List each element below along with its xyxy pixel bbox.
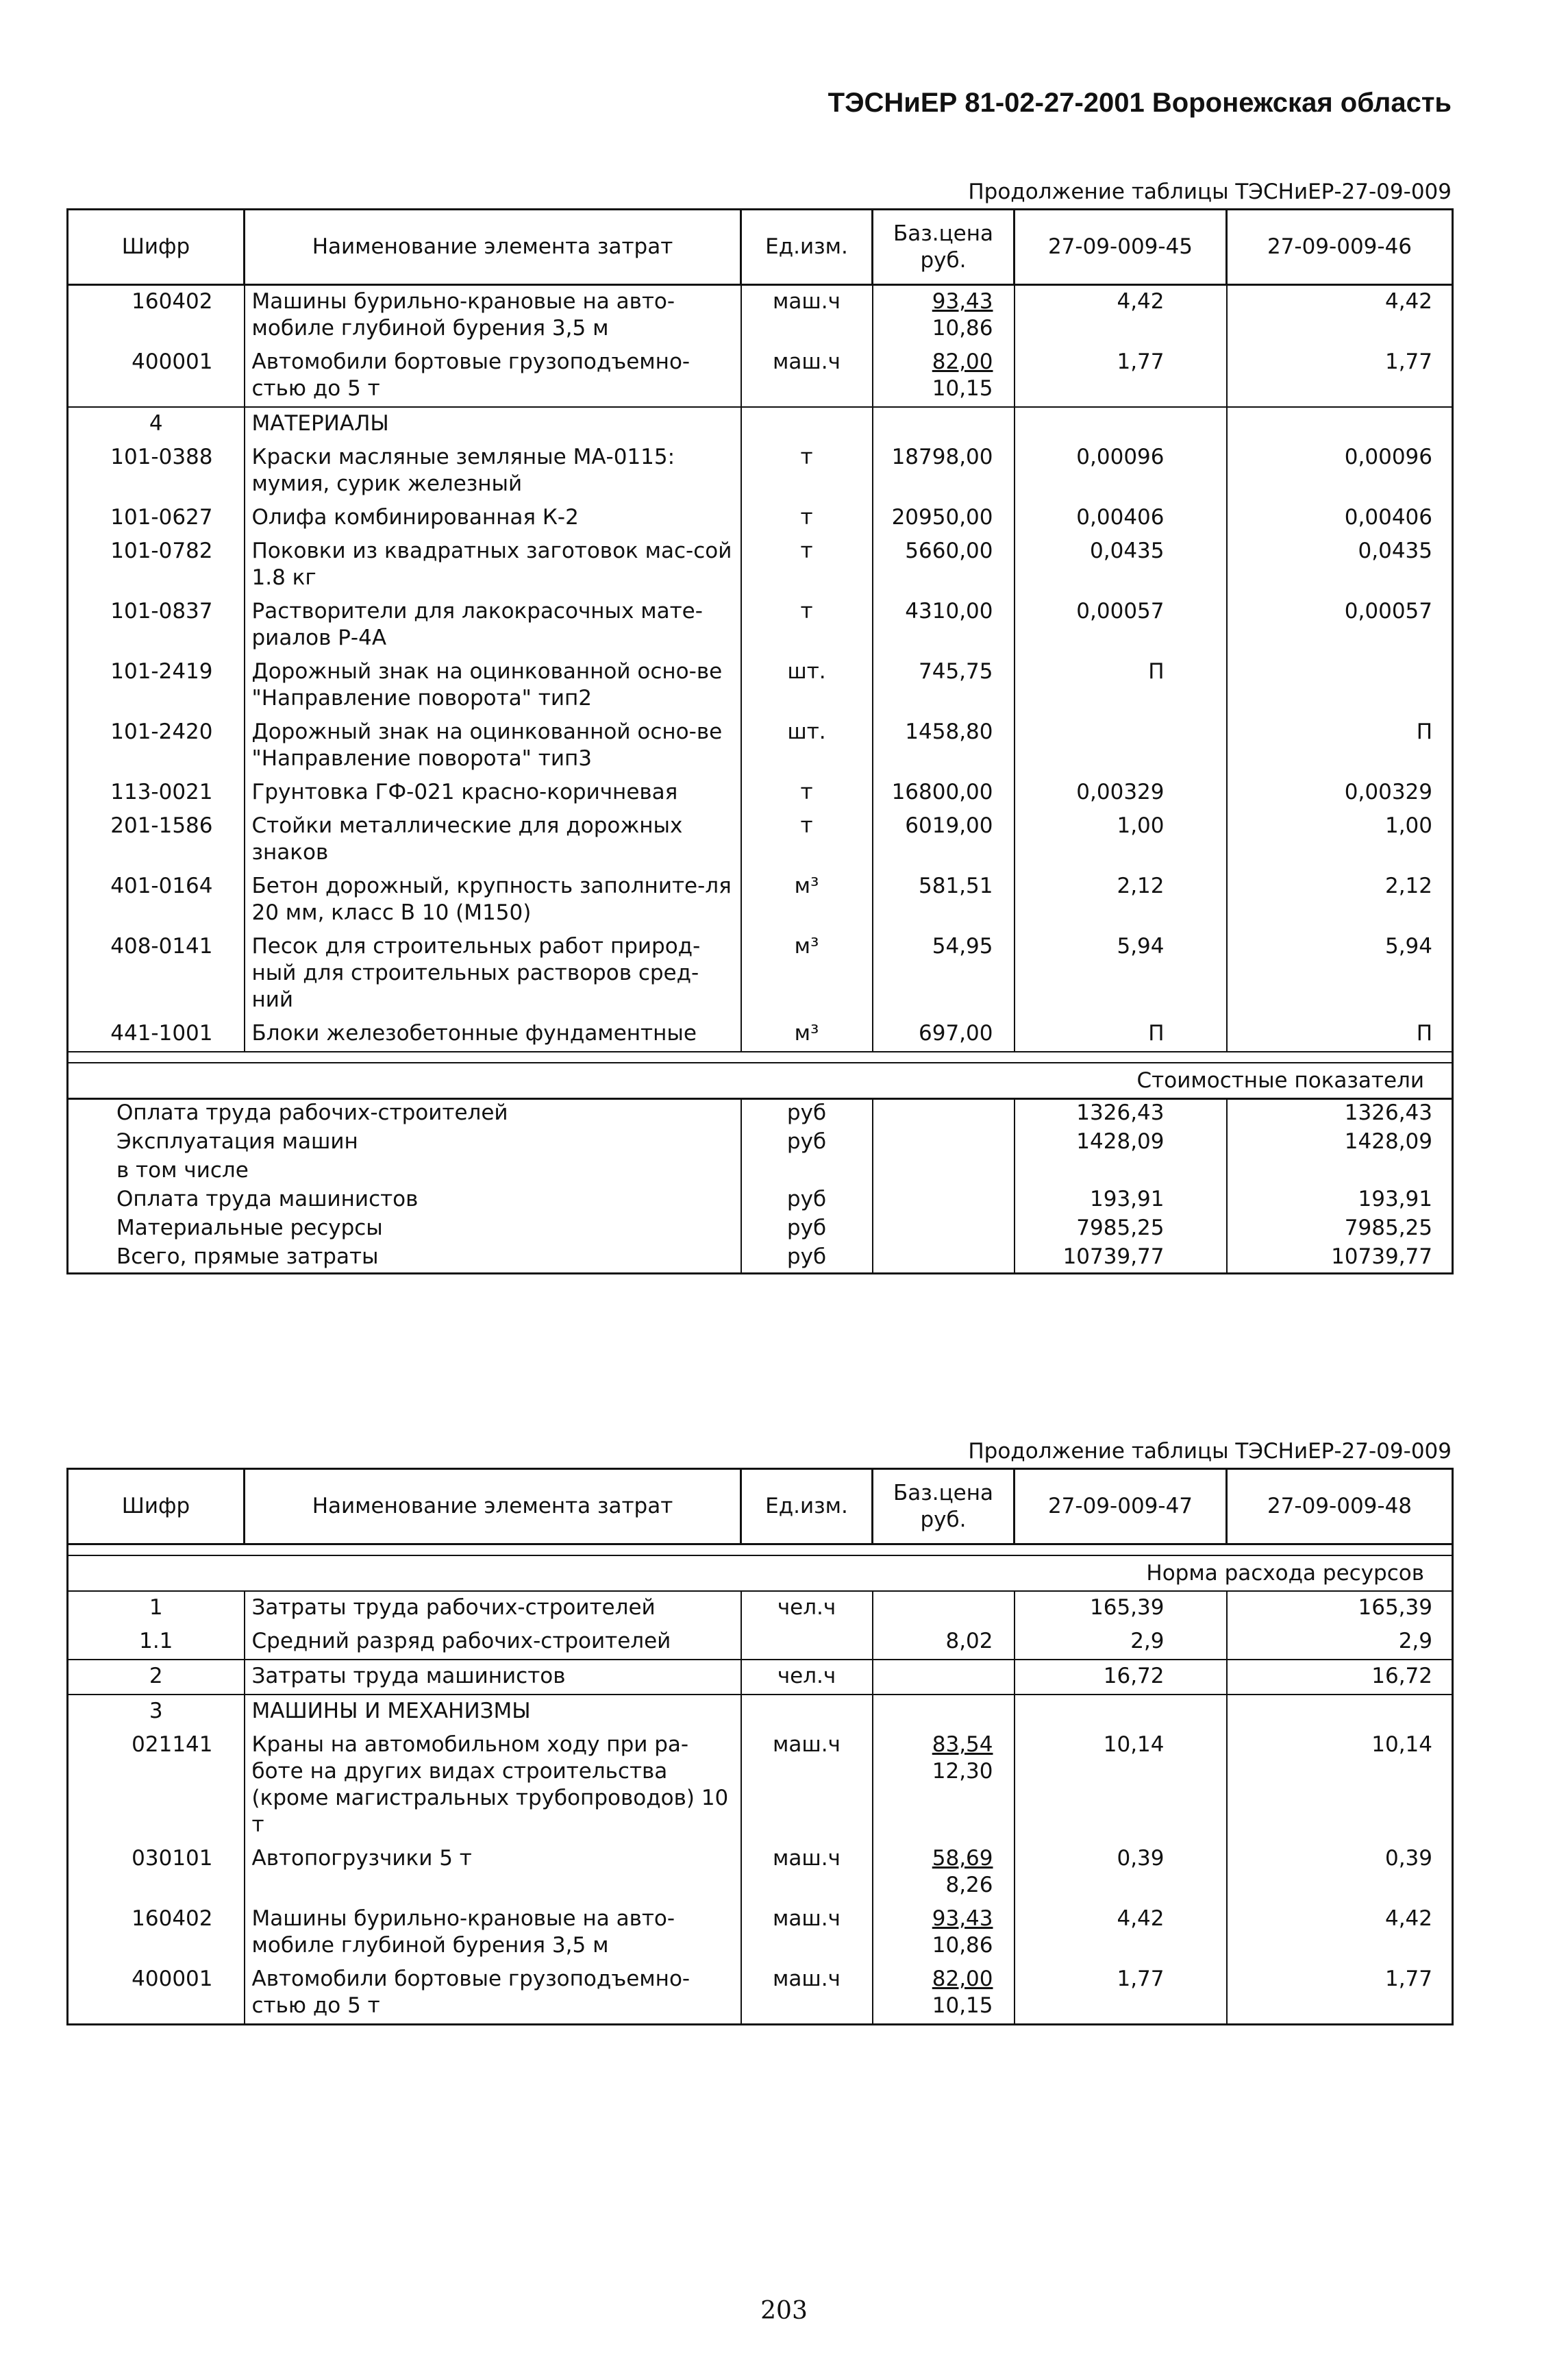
table-row: [68, 285, 1453, 347]
row-unit: м³: [741, 1018, 873, 1052]
row-price: 697,00: [873, 1018, 1015, 1052]
row-name: Машины бурильно-крановые на авто-мобиле глубиной бурения 3,5 м: [245, 285, 741, 347]
row-price: [873, 1843, 1015, 1903]
row-code: 201-1586: [68, 810, 245, 870]
empty-cell: [873, 407, 1015, 441]
norm-label: Норма расхода ресурсов: [68, 1555, 1453, 1591]
row-value-2: 4,42: [1227, 285, 1453, 347]
row-name: Автомобили бортовые грузоподъемно-стью до 5 т: [245, 346, 741, 407]
row-name: Растворители для лакокрасочных мате-риалов Р-4А: [245, 595, 741, 656]
row-value-1: 16,72: [1015, 1660, 1227, 1695]
row-value-1: П: [1015, 1018, 1227, 1052]
summary-unit: руб: [741, 1215, 873, 1244]
table-row: [68, 1729, 1453, 1843]
spacer-cell: [68, 1544, 1453, 1556]
row-unit: маш.ч: [741, 346, 873, 407]
row-name: Затраты труда машинистов: [245, 1660, 741, 1695]
row-name: Автомобили бортовые грузоподъемно-стью до 5 т: [245, 1963, 741, 2025]
table-row: [68, 716, 1453, 776]
col-header-name: Наименование элемента затрат: [245, 1469, 741, 1544]
cost-indicators-label: Стоимостные показатели: [68, 1063, 1453, 1099]
row-price: [873, 1963, 1015, 2025]
price-base: 82,00: [932, 349, 993, 374]
row-code: 160402: [68, 1903, 245, 1963]
row-price: 8,02: [873, 1625, 1015, 1660]
summary-value-2: [1227, 1157, 1453, 1186]
row-value-2: 0,00057: [1227, 595, 1453, 656]
row-code: 101-0388: [68, 441, 245, 502]
row-value-1: [1015, 716, 1227, 776]
row-name: Олифа комбинированная К-2: [245, 502, 741, 535]
row-value-1: 10,14: [1015, 1729, 1227, 1843]
row-name: Затраты труда рабочих-строителей: [245, 1591, 741, 1625]
summary-label: Всего, прямые затраты: [68, 1244, 741, 1274]
row-name: Дорожный знак на оцинкованной осно-ве "Направление поворота" тип2: [245, 656, 741, 716]
row-name: Поковки из квадратных заготовок мас-сой 1.8 кг: [245, 535, 741, 595]
row-code: 400001: [68, 1963, 245, 2025]
row-unit: шт.: [741, 656, 873, 716]
summary-row: [68, 1099, 1453, 1129]
row-value-2: 2,12: [1227, 870, 1453, 931]
col-header-price: Баз.цена руб.: [873, 1469, 1015, 1544]
row-name: Автопогрузчики 5 т: [245, 1843, 741, 1903]
summary-value-2: 7985,25: [1227, 1215, 1453, 1244]
summary-label: Оплата труда машинистов: [68, 1186, 741, 1215]
table2-caption: Продолжение таблицы ТЭСНиЕР-27-09-009: [968, 1439, 1452, 1464]
table-row: [68, 346, 1453, 407]
spacer-row: [68, 1544, 1453, 1556]
col-header-name: Наименование элемента затрат: [245, 210, 741, 285]
row-price: 18798,00: [873, 441, 1015, 502]
col-header-code: Шифр: [68, 210, 245, 285]
row-unit: т: [741, 441, 873, 502]
price-base: 58,69: [932, 1846, 993, 1871]
row-unit: т: [741, 810, 873, 870]
summary-price: [873, 1157, 1015, 1186]
row-value-1: 5,94: [1015, 931, 1227, 1018]
row-price: [873, 1729, 1015, 1843]
row-unit: маш.ч: [741, 285, 873, 347]
row-value-2: 165,39: [1227, 1591, 1453, 1625]
table-row: [68, 1625, 1453, 1660]
row-code: 441-1001: [68, 1018, 245, 1052]
row-price: [873, 1660, 1015, 1695]
table-row: [68, 1903, 1453, 1963]
empty-cell: [741, 407, 873, 441]
row-value-2: 0,00329: [1227, 776, 1453, 810]
row-unit: маш.ч: [741, 1843, 873, 1903]
row-price: 6019,00: [873, 810, 1015, 870]
table-row: [68, 931, 1453, 1018]
section-row: [68, 1695, 1453, 1729]
row-value-1: 0,00329: [1015, 776, 1227, 810]
summary-value-1: 1428,09: [1015, 1129, 1227, 1157]
col-header-v2: 27-09-009-48: [1227, 1469, 1453, 1544]
row-code: 401-0164: [68, 870, 245, 931]
price-wage: 12,30: [932, 1759, 993, 1784]
summary-value-1: [1015, 1157, 1227, 1186]
summary-unit: [741, 1157, 873, 1186]
spacer-cell: [68, 1052, 1453, 1063]
row-price: 1458,80: [873, 716, 1015, 776]
row-code: 400001: [68, 346, 245, 407]
summary-value-2: 1326,43: [1227, 1099, 1453, 1129]
row-value-2: 0,0435: [1227, 535, 1453, 595]
row-unit: чел.ч: [741, 1591, 873, 1625]
row-value-1: 0,00096: [1015, 441, 1227, 502]
row-value-1: 0,00406: [1015, 502, 1227, 535]
row-price: 745,75: [873, 656, 1015, 716]
table-row: [68, 776, 1453, 810]
row-code: 408-0141: [68, 931, 245, 1018]
row-unit: т: [741, 535, 873, 595]
summary-value-1: 10739,77: [1015, 1244, 1227, 1274]
row-value-1: 4,42: [1015, 1903, 1227, 1963]
row-unit: т: [741, 595, 873, 656]
row-code: 1: [68, 1591, 245, 1625]
section-name: МАТЕРИАЛЫ: [245, 407, 741, 441]
summary-value-1: 193,91: [1015, 1186, 1227, 1215]
summary-label: Оплата труда рабочих-строителей: [68, 1099, 741, 1129]
col-header-v1: 27-09-009-45: [1015, 210, 1227, 285]
row-code: 113-0021: [68, 776, 245, 810]
row-code: 101-0837: [68, 595, 245, 656]
row-name: Стойки металлические для дорожных знаков: [245, 810, 741, 870]
row-price: 5660,00: [873, 535, 1015, 595]
row-price: [873, 1903, 1015, 1963]
row-price: 581,51: [873, 870, 1015, 931]
row-value-1: 0,0435: [1015, 535, 1227, 595]
row-code: 101-2420: [68, 716, 245, 776]
summary-price: [873, 1215, 1015, 1244]
price-wage: 10,15: [932, 376, 993, 401]
document-title: ТЭСНиЕР 81-02-27-2001 Воронежская область: [827, 88, 1452, 118]
row-price: 16800,00: [873, 776, 1015, 810]
row-code: 160402: [68, 285, 245, 347]
price-wage: 10,86: [932, 1933, 993, 1958]
table-row: [68, 810, 1453, 870]
empty-cell: [741, 1695, 873, 1729]
table-row: [68, 1843, 1453, 1903]
row-unit: маш.ч: [741, 1729, 873, 1843]
row-value-2: 4,42: [1227, 1903, 1453, 1963]
table1-caption: Продолжение таблицы ТЭСНиЕР-27-09-009: [968, 180, 1452, 204]
price-wage: 10,15: [932, 1993, 993, 2018]
row-value-2: 0,00406: [1227, 502, 1453, 535]
empty-cell: [873, 1695, 1015, 1729]
row-code: 030101: [68, 1843, 245, 1903]
price-base: 93,43: [932, 289, 993, 314]
table-row: [68, 1591, 1453, 1625]
row-value-2: 2,9: [1227, 1625, 1453, 1660]
summary-row: [68, 1244, 1453, 1274]
table1: [66, 208, 1454, 1274]
row-value-2: 1,00: [1227, 810, 1453, 870]
table-row: [68, 1018, 1453, 1052]
row-value-2: 1,77: [1227, 346, 1453, 407]
page-number: 203: [760, 2297, 808, 2325]
row-value-1: 2,12: [1015, 870, 1227, 931]
summary-value-2: 1428,09: [1227, 1129, 1453, 1157]
row-value-2: 0,39: [1227, 1843, 1453, 1903]
row-code: 101-0782: [68, 535, 245, 595]
row-unit: шт.: [741, 716, 873, 776]
summary-unit: руб: [741, 1186, 873, 1215]
row-unit: чел.ч: [741, 1660, 873, 1695]
row-unit: маш.ч: [741, 1903, 873, 1963]
row-value-1: 1,77: [1015, 1963, 1227, 2025]
row-value-1: 0,00057: [1015, 595, 1227, 656]
row-value-1: П: [1015, 656, 1227, 716]
price-base: 83,54: [932, 1732, 993, 1757]
row-unit: т: [741, 776, 873, 810]
table-row: [68, 870, 1453, 931]
row-name: Грунтовка ГФ-021 красно-коричневая: [245, 776, 741, 810]
summary-price: [873, 1129, 1015, 1157]
section-name: МАШИНЫ И МЕХАНИЗМЫ: [245, 1695, 741, 1729]
row-unit: маш.ч: [741, 1963, 873, 2025]
row-unit: т: [741, 502, 873, 535]
table-row: [68, 1963, 1453, 2025]
summary-label: Эксплуатация машин: [68, 1129, 741, 1157]
row-value-1: 165,39: [1015, 1591, 1227, 1625]
row-value-2: 0,00096: [1227, 441, 1453, 502]
row-value-1: 4,42: [1015, 285, 1227, 347]
table-row: [68, 1660, 1453, 1695]
col-header-v1: 27-09-009-47: [1015, 1469, 1227, 1544]
summary-value-1: 7985,25: [1015, 1215, 1227, 1244]
summary-label: в том числе: [68, 1157, 741, 1186]
row-value-2: 10,14: [1227, 1729, 1453, 1843]
summary-row: [68, 1186, 1453, 1215]
row-name: Краны на автомобильном ходу при ра-боте на других видах строительства (кроме магистральных трубопроводов) 10 т: [245, 1729, 741, 1843]
col-header-code: Шифр: [68, 1469, 245, 1544]
row-value-2: 1,77: [1227, 1963, 1453, 2025]
row-price: 20950,00: [873, 502, 1015, 535]
summary-unit: руб: [741, 1129, 873, 1157]
table2: [66, 1468, 1454, 2025]
summary-unit: руб: [741, 1099, 873, 1129]
row-price: [873, 346, 1015, 407]
row-code: 2: [68, 1660, 245, 1695]
row-price: 4310,00: [873, 595, 1015, 656]
row-value-2: 5,94: [1227, 931, 1453, 1018]
row-code: 021141: [68, 1729, 245, 1843]
price-wage: 8,26: [945, 1873, 993, 1897]
col-header-price: Баз.цена руб.: [873, 210, 1015, 285]
summary-label: Материальные ресурсы: [68, 1215, 741, 1244]
row-name: Дорожный знак на оцинкованной осно-ве "Направление поворота" тип3: [245, 716, 741, 776]
summary-value-1: 1326,43: [1015, 1099, 1227, 1129]
row-value-2: П: [1227, 1018, 1453, 1052]
table-row: [68, 656, 1453, 716]
summary-price: [873, 1186, 1015, 1215]
price-base: 82,00: [932, 1967, 993, 1991]
norm-row: [68, 1555, 1453, 1591]
row-code: 101-2419: [68, 656, 245, 716]
empty-cell: [1227, 1695, 1453, 1729]
row-value-2: [1227, 656, 1453, 716]
row-name: Бетон дорожный, крупность заполните-ля 20 мм, класс В 10 (М150): [245, 870, 741, 931]
empty-cell: [1015, 407, 1227, 441]
table-row: [68, 595, 1453, 656]
row-value-1: 1,00: [1015, 810, 1227, 870]
price-wage: 10,86: [932, 316, 993, 341]
row-code: 101-0627: [68, 502, 245, 535]
row-name: Блоки железобетонные фундаментные: [245, 1018, 741, 1052]
row-unit: м³: [741, 931, 873, 1018]
empty-cell: [1015, 1695, 1227, 1729]
summary-row: [68, 1157, 1453, 1186]
table-row: [68, 502, 1453, 535]
summary-row: [68, 1129, 1453, 1157]
cost-indicators-row: [68, 1063, 1453, 1099]
row-value-1: 2,9: [1015, 1625, 1227, 1660]
row-name: Песок для строительных работ природ-ный для строительных растворов сред-ний: [245, 931, 741, 1018]
row-price: [873, 1591, 1015, 1625]
col-header-unit: Ед.изм.: [741, 1469, 873, 1544]
row-name: Краски масляные земляные МА-0115: мумия, сурик железный: [245, 441, 741, 502]
summary-unit: руб: [741, 1244, 873, 1274]
section-code: 3: [68, 1695, 245, 1729]
table-row: [68, 441, 1453, 502]
price-base: 93,43: [932, 1906, 993, 1931]
row-price: [873, 285, 1015, 347]
col-header-v2: 27-09-009-46: [1227, 210, 1453, 285]
table-row: [68, 535, 1453, 595]
row-unit: [741, 1625, 873, 1660]
row-value-2: П: [1227, 716, 1453, 776]
spacer-row: [68, 1052, 1453, 1063]
row-code: 1.1: [68, 1625, 245, 1660]
row-value-1: 1,77: [1015, 346, 1227, 407]
summary-price: [873, 1244, 1015, 1274]
summary-value-2: 10739,77: [1227, 1244, 1453, 1274]
row-value-1: 0,39: [1015, 1843, 1227, 1903]
section-code: 4: [68, 407, 245, 441]
row-value-2: 16,72: [1227, 1660, 1453, 1695]
row-name: Средний разряд рабочих-строителей: [245, 1625, 741, 1660]
row-name: Машины бурильно-крановые на авто-мобиле глубиной бурения 3,5 м: [245, 1903, 741, 1963]
summary-value-2: 193,91: [1227, 1186, 1453, 1215]
col-header-unit: Ед.изм.: [741, 210, 873, 285]
empty-cell: [1227, 407, 1453, 441]
section-row: [68, 407, 1453, 441]
summary-price: [873, 1099, 1015, 1129]
row-price: 54,95: [873, 931, 1015, 1018]
row-unit: м³: [741, 870, 873, 931]
summary-row: [68, 1215, 1453, 1244]
